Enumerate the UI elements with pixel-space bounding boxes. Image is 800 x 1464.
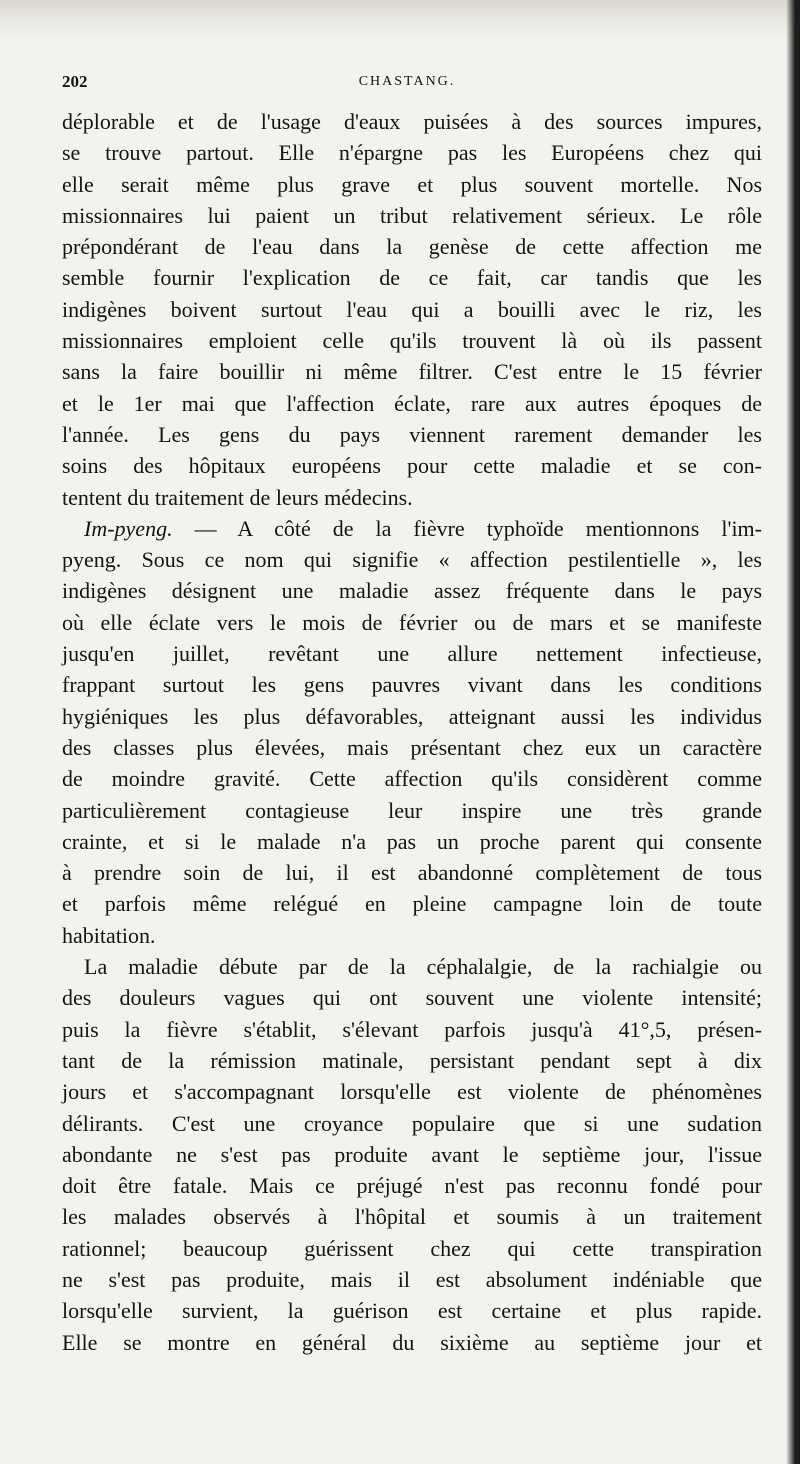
text-line: des classes plus élevées, mais présentant chez eux un caractère	[62, 734, 762, 760]
running-head: CHASTANG.	[358, 74, 456, 89]
section-term: Im-pyeng.	[84, 515, 173, 541]
text-line: se trouve partout. Elle n'épargne pas les Européens chez qui	[62, 140, 762, 166]
text-line: prépondérant de l'eau dans la genèse de cette affection me	[62, 234, 762, 260]
text-line: crainte, et si le malade n'a pas un proche parent qui consente	[62, 828, 762, 854]
text-line: doit être fatale. Mais ce préjugé n'est pas reconnu fondé pour	[62, 1173, 762, 1199]
text-line: déplorable et de l'usage d'eaux puisées à des sources impures,	[62, 109, 762, 134]
text-line: à prendre soin de lui, il est abandonné complètement de tous	[62, 860, 762, 886]
text-line: soins des hôpitaux européens pour cette maladie et se con-	[62, 453, 762, 479]
text-line: jours et s'accompagnant lorsqu'elle est violente de phénomènes	[62, 1079, 762, 1105]
text-line: La maladie débute par de la céphalalgie, de la rachialgie ou	[84, 954, 762, 980]
text-line: rationnel; beaucoup guérissent chez qui cette transpiration	[62, 1235, 762, 1261]
text-line: tant de la rémission matinale, persistant pendant sept à dix	[62, 1047, 762, 1073]
page-number: 202	[62, 72, 88, 91]
text-line: particulièrement contagieuse leur inspire une très grande	[62, 797, 762, 823]
text-line: elle serait même plus grave et plus souvent mortelle. Nos	[62, 171, 762, 197]
text-line: sans la faire bouillir ni même filtrer. C'est entre le 15 février	[62, 359, 762, 385]
text-line: et le 1er mai que l'affection éclate, rare aux autres époques de	[62, 390, 762, 416]
text-line: abondante ne s'est pas produite avant le septième jour, l'issue	[62, 1141, 762, 1167]
section-line-text: — A côté de la fièvre typhoïde mentionnons l'im-	[194, 515, 762, 541]
text-line: frappant surtout les gens pauvres vivant dans les conditions	[62, 672, 762, 698]
text-line: semble fournir l'explication de ce fait, car tandis que les	[62, 265, 762, 291]
text-line: des douleurs vagues qui ont souvent une violente intensité;	[62, 985, 762, 1011]
text-line: délirants. C'est une croyance populaire que si une sudation	[62, 1110, 762, 1136]
text-line: missionnaires lui paient un tribut relativement sérieux. Le rôle	[62, 202, 762, 228]
text-line: les malades observés à l'hôpital et soumis à un traitement	[62, 1204, 762, 1230]
scan-top-shadow	[0, 0, 800, 38]
text-line: Elle se montre en général du sixième au septième jour et	[62, 1329, 762, 1355]
text-line: pyeng. Sous ce nom qui signifie « affection pestilentielle », les	[62, 547, 762, 573]
text-line: missionnaires emploient celle qu'ils trouvent là où ils passent	[62, 328, 762, 354]
page-header	[62, 72, 752, 98]
text-line: indigènes boivent surtout l'eau qui a bouilli avec le riz, les	[62, 296, 762, 322]
text-line: lorsqu'elle survient, la guérison est certaine et plus rapide.	[62, 1298, 762, 1324]
text-line: habitation.	[62, 922, 156, 948]
text-line: jusqu'en juillet, revêtant une allure nettement infectieuse,	[62, 641, 762, 667]
text-line: ne s'est pas produite, mais il est absolument indéniable que	[62, 1266, 762, 1292]
text-line: où elle éclate vers le mois de février ou de mars et se manifeste	[62, 609, 762, 635]
body-text	[62, 106, 762, 1358]
text-line: indigènes désignent une maladie assez fréquente dans le pays	[62, 578, 762, 604]
text-line: de moindre gravité. Cette affection qu'ils considèrent comme	[62, 766, 762, 792]
text-line-section-start	[62, 513, 762, 544]
text-line: et parfois même relégué en pleine campagne loin de toute	[62, 891, 762, 917]
text-line: puis la fièvre s'établit, s'élevant parfois jusqu'à 41°,5, présen-	[62, 1016, 762, 1042]
text-line: hygiéniques les plus défavorables, atteignant aussi les individus	[62, 703, 762, 729]
scan-right-edge	[786, 0, 800, 1464]
text-line: l'année. Les gens du pays viennent rarement demander les	[62, 421, 762, 447]
text-line: tentent du traitement de leurs médecins.	[62, 484, 413, 510]
